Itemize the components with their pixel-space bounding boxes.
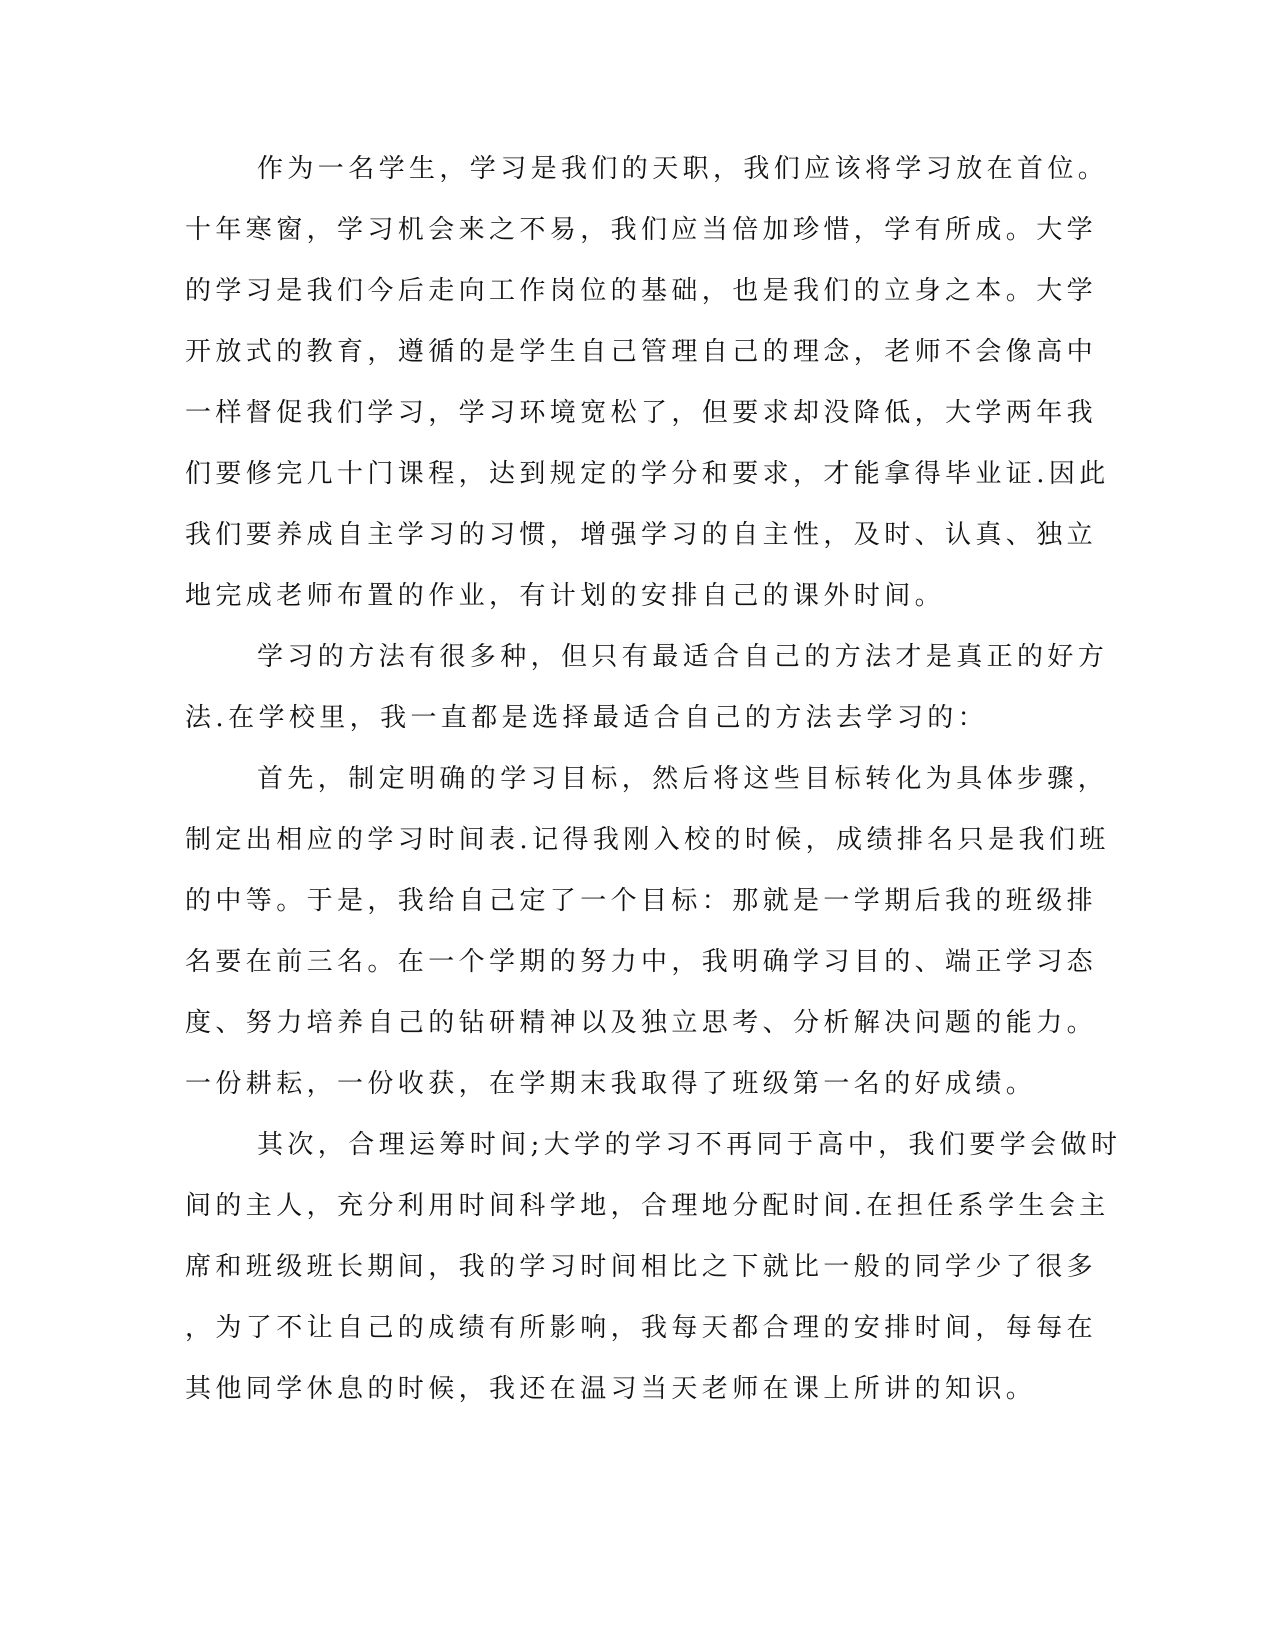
paragraph-4-line-3: 席和班级班长期间，我的学习时间相比之下就比一般的同学少了很多 [185, 1252, 1098, 1282]
paragraph-3-line-3: 的中等。于是，我给自己定了一个目标：那就是一学期后我的班级排 [185, 886, 1098, 916]
paragraph-4-line-4: ，为了不让自己的成绩有所影响，我每天都合理的安排时间，每每在 [185, 1313, 1098, 1343]
paragraph-2-line-1: 学习的方法有很多种，但只有最适合自己的方法才是真正的好方 [257, 642, 1109, 672]
paragraph-4-line-2: 间的主人，充分利用时间科学地，合理地分配时间.在担任系学生会主 [185, 1191, 1110, 1221]
paragraph-1-line-1: 作为一名学生，学习是我们的天职，我们应该将学习放在首位。 [257, 154, 1109, 184]
paragraph-3-line-4: 名要在前三名。在一个学期的努力中，我明确学习目的、端正学习态 [185, 947, 1098, 977]
paragraph-2-line-2: 法.在学校里，我一直都是选择最适合自己的方法去学习的： [185, 703, 989, 733]
paragraph-3-line-5: 度、努力培养自己的钻研精神以及独立思考、分析解决问题的能力。 [185, 1008, 1098, 1038]
paragraph-4-line-1: 其次，合理运筹时间;大学的学习不再同于高中，我们要学会做时 [257, 1130, 1122, 1160]
paragraph-1-line-5: 一样督促我们学习，学习环境宽松了，但要求却没降低，大学两年我 [185, 398, 1098, 428]
paragraph-4-line-5: 其他同学休息的时候，我还在温习当天老师在课上所讲的知识。 [185, 1374, 1037, 1404]
paragraph-3-line-2: 制定出相应的学习时间表.记得我刚入校的时候，成绩排名只是我们班 [185, 825, 1110, 855]
paragraph-1-line-6: 们要修完几十门课程，达到规定的学分和要求，才能拿得毕业证.因此 [185, 459, 1110, 489]
paragraph-3-line-6: 一份耕耘，一份收获，在学期末我取得了班级第一名的好成绩。 [185, 1069, 1037, 1099]
paragraph-3-line-1: 首先，制定明确的学习目标，然后将这些目标转化为具体步骤， [257, 764, 1109, 794]
paragraph-1-line-2: 十年寒窗，学习机会来之不易，我们应当倍加珍惜，学有所成。大学 [185, 215, 1098, 245]
paragraph-1-line-8: 地完成老师布置的作业，有计划的安排自己的课外时间。 [185, 581, 946, 611]
paragraph-1-line-7: 我们要养成自主学习的习惯，增强学习的自主性，及时、认真、独立 [185, 520, 1098, 550]
paragraph-1-line-4: 开放式的教育，遵循的是学生自己管理自己的理念，老师不会像高中 [185, 337, 1098, 367]
paragraph-1-line-3: 的学习是我们今后走向工作岗位的基础，也是我们的立身之本。大学 [185, 276, 1098, 306]
